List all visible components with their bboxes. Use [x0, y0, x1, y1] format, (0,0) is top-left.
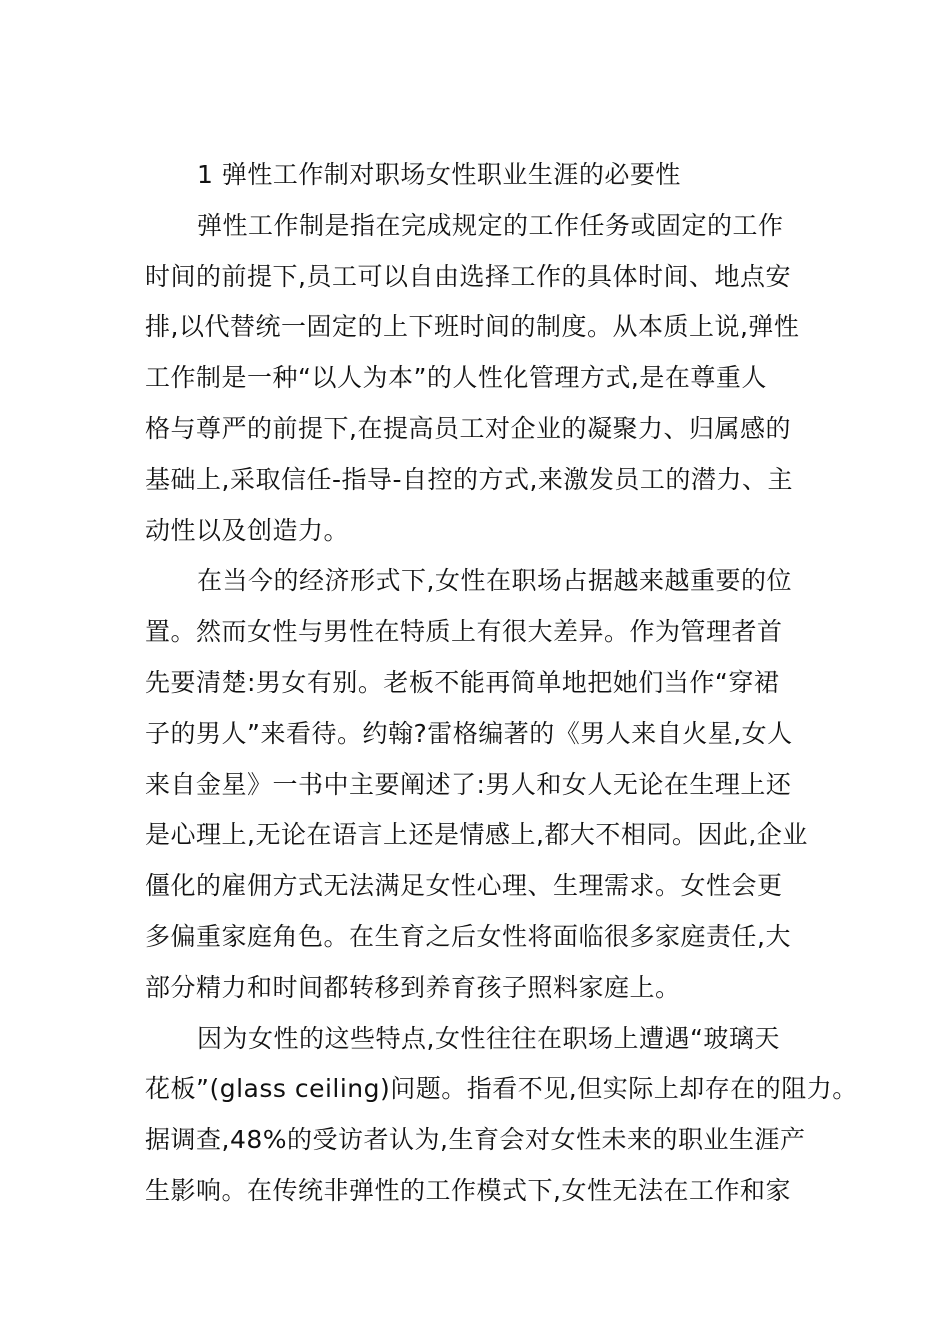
paragraph-1-line-6: 基础上,采取信任-指导-自控的方式,来激发员工的潜力、主 — [145, 464, 793, 494]
paragraph-2-line-1: 在当今的经济形式下,女性在职场占据越来越重要的位 — [197, 566, 792, 596]
paragraph-3-line-1: 因为女性的这些特点,女性往往在职场上遭遇“玻璃天 — [197, 1023, 780, 1053]
paragraph-2-line-6: 是心理上,无论在语言上还是情感上,都大不相同。因此,企业 — [145, 820, 808, 850]
paragraph-1-line-1: 弹性工作制是指在完成规定的工作任务或固定的工作 — [197, 210, 784, 240]
paragraph-2-line-5: 来自金星》一书中主要阐述了:男人和女人无论在生理上还 — [145, 769, 792, 799]
paragraph-1-line-7: 动性以及创造力。 — [145, 515, 350, 545]
paragraph-2-line-3: 先要清楚:男女有别。老板不能再简单地把她们当作“穿裙 — [145, 667, 780, 697]
paragraph-2-line-8: 多偏重家庭角色。在生育之后女性将面临很多家庭责任,大 — [145, 921, 791, 951]
paragraph-2-line-2: 置。然而女性与男性在特质上有很大差异。作为管理者首 — [145, 617, 783, 647]
paragraph-2-line-9: 部分精力和时间都转移到养育孩子照料家庭上。 — [145, 972, 681, 1002]
paragraph-2-line-4: 子的男人”来看待。约翰?雷格编著的《男人来自火星,女人 — [145, 718, 793, 748]
paragraph-3-line-2: 花板”(glass ceiling)问题。指看不见,但实际上却存在的阻力。 — [145, 1074, 858, 1104]
paragraph-1-line-5: 格与尊严的前提下,在提高员工对企业的凝聚力、归属感的 — [145, 413, 791, 443]
paragraph-3-line-3: 据调查,48%的受访者认为,生育会对女性未来的职业生涯产 — [145, 1125, 806, 1155]
paragraph-1-line-3: 排,以代替统一固定的上下班时间的制度。从本质上说,弹性 — [145, 312, 800, 342]
document-body — [145, 150, 858, 1217]
paragraph-2-line-7: 僵化的雇佣方式无法满足女性心理、生理需求。女性会更 — [145, 871, 783, 901]
paragraph-1-line-2: 时间的前提下,员工可以自由选择工作的具体时间、地点安 — [145, 261, 791, 291]
section-heading: 1 弹性工作制对职场女性职业生涯的必要性 — [197, 160, 681, 189]
paragraph-1-line-4: 工作制是一种“以人为本”的人性化管理方式,是在尊重人 — [145, 363, 767, 393]
paragraph-3-line-4: 生影响。在传统非弹性的工作模式下,女性无法在工作和家 — [145, 1175, 791, 1205]
